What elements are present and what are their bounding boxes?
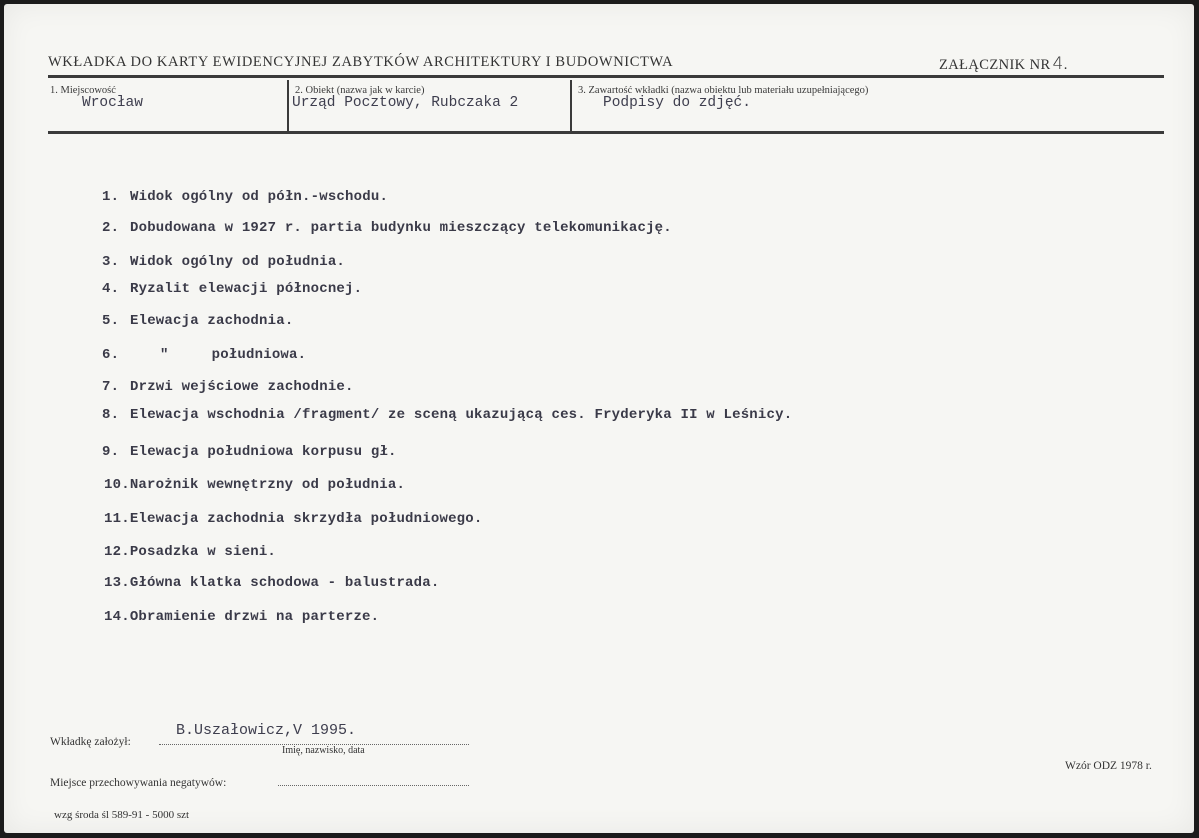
created-by-hint: Imię, nazwisko, data (282, 745, 365, 756)
negatives-label: Miejsce przechowywania negatywów: (50, 777, 227, 789)
created-by-label: Wkładkę założył: (50, 736, 131, 748)
form-pattern: Wzór ODZ 1978 r. (1065, 760, 1152, 772)
item-number: 6. (102, 347, 120, 363)
item-number: 8. (102, 407, 120, 423)
item-text: " południowa. (160, 347, 307, 363)
print-info: wzg środa śl 589-91 - 5000 szt (54, 809, 190, 821)
item-text: Widok ogólny od półn.-wschodu. (130, 189, 389, 205)
item-number: 1. (102, 189, 120, 205)
item-text: Ryzalit elewacji północnej. (130, 281, 363, 297)
inventory-card (4, 4, 1194, 833)
list-item (104, 544, 276, 560)
item-text: Posadzka w sieni. (129, 544, 277, 560)
item-number: 7. (102, 379, 120, 395)
list-item (104, 575, 439, 591)
item-number: 2. (102, 220, 120, 236)
header-bottom-rule (48, 131, 1164, 134)
header-top-rule (48, 75, 1164, 78)
annex-dot: . (1063, 57, 1068, 73)
list-item (102, 189, 388, 205)
list-item (104, 609, 379, 625)
item-number: 9. (102, 444, 120, 460)
object-label: 2. Obiekt (nazwa jak w karcie) (295, 85, 425, 96)
annex-label (939, 54, 1068, 74)
item-text: Drzwi wejściowe zachodnie. (130, 379, 354, 395)
item-number: 12. (104, 544, 130, 560)
list-item (102, 220, 672, 236)
item-text: Dobudowana w 1927 r. partia budynku mieszczący telekomunikację. (130, 220, 672, 236)
locality-label: 1. Miejscowość (50, 85, 116, 96)
item-text: Elewacja zachodnia. (130, 313, 294, 329)
list-item (102, 254, 345, 270)
item-number: 4. (102, 281, 120, 297)
list-item (102, 444, 397, 460)
content-value: Podpisy do zdjęć. (603, 95, 751, 111)
content-label: 3. Zawartość wkładki (nazwa obiektu lub materiału uzupełniającego) (578, 85, 869, 96)
item-text: Elewacja południowa korpusu gł. (130, 444, 397, 460)
item-text: Elewacja zachodnia skrzydła południowego. (129, 511, 483, 527)
object-value: Urząd Pocztowy, Rubczaka 2 (292, 95, 519, 111)
negatives-line (278, 785, 469, 786)
annex-number: 4 (1052, 54, 1064, 74)
field-divider-1 (287, 80, 289, 134)
item-text: Obramienie drzwi na parterze. (129, 609, 380, 625)
card-title: WKŁADKA DO KARTY EWIDENCYJNEJ ZABYTKÓW ARCHITEKTURY I BUDOWNICTWA (48, 54, 674, 70)
locality-value: Wrocław (82, 95, 143, 111)
annex-text: ZAŁĄCZNIK NR (939, 57, 1051, 73)
item-number: 3. (102, 254, 120, 270)
list-item (102, 313, 293, 329)
item-text: Elewacja wschodnia /fragment/ ze sceną ukazującą ces. Fryderyka II w Leśnicy. (130, 407, 793, 423)
list-item (104, 511, 482, 527)
item-text: Widok ogólny od południa. (130, 254, 346, 270)
field-divider-2 (570, 80, 572, 134)
item-text: Główna klatka schodowa - balustrada. (129, 575, 440, 591)
item-text: Narożnik wewnętrzny od południa. (129, 477, 406, 493)
item-number: 10. (104, 477, 130, 493)
item-number: 13. (104, 575, 130, 591)
list-item (102, 281, 362, 297)
item-number: 5. (102, 313, 120, 329)
list-item (102, 407, 792, 423)
list-item (104, 477, 405, 493)
list-item (102, 347, 306, 363)
created-by-value: B.Uszałowicz,V 1995. (176, 722, 357, 739)
list-item (102, 379, 354, 395)
item-number: 14. (104, 609, 130, 625)
item-number: 11. (104, 511, 130, 527)
